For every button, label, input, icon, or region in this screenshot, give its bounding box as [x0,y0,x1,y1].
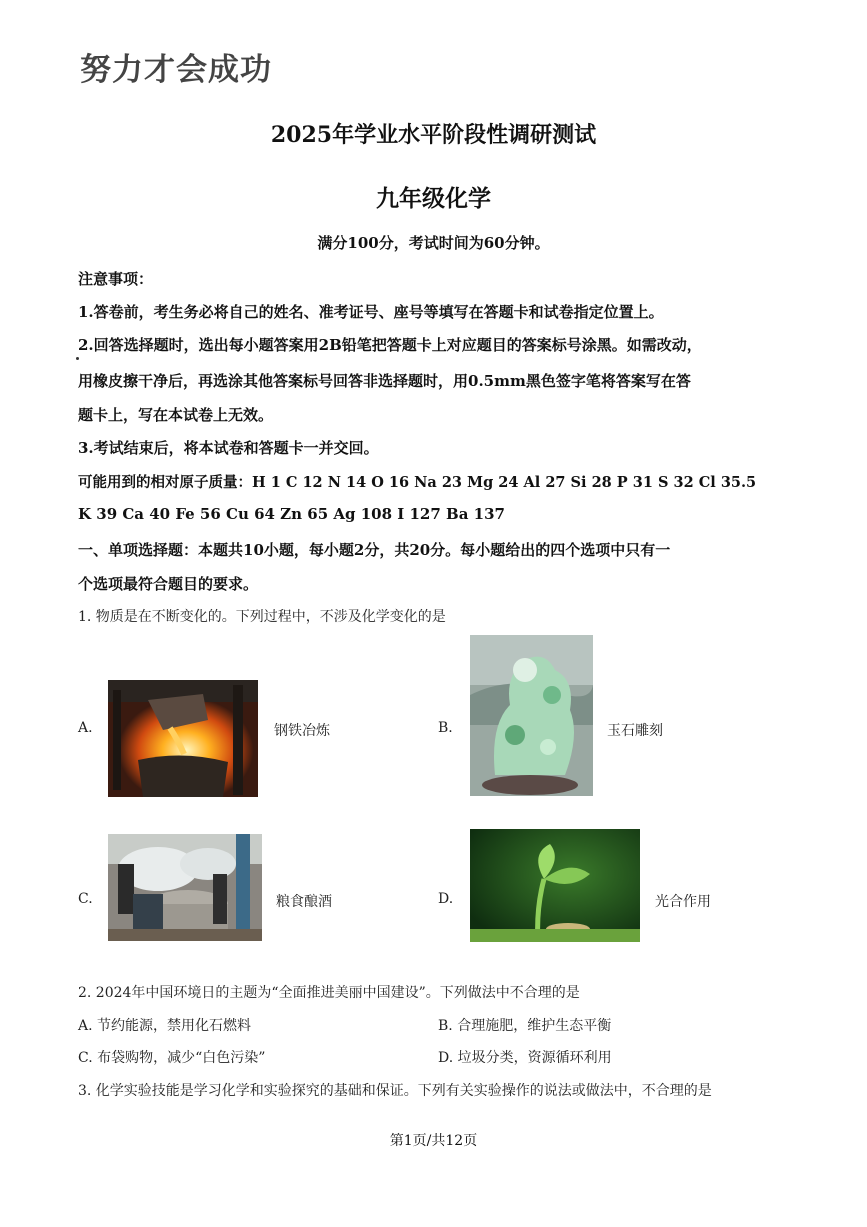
q1-option-c-letter: C. [78,891,93,907]
notice-line-1: 1.答卷前，考生务必将自己的姓名、准考证号、座号等填写在答题卡和试卷指定位置上。 [78,303,664,321]
q2-option-c: C. 布袋购物，减少“白色污染” [78,1050,266,1066]
watermark-logo: 努力才会成功 [80,52,272,88]
notice-line-4: 题卡上，写在本试卷上无效。 [78,406,274,424]
question-2-stem: 2. 2024年中国环境日的主题为“全面推进美丽中国建设”。下列做法中不合理的是 [78,985,580,1001]
notice-line-3: 用橡皮擦干净后，再选涂其他答案标号回答非选择题时，用0.5mm黑色签字笔将答案写在答 [78,372,691,390]
page-number: 第1页/共12页 [389,1133,478,1149]
q2-option-a: A. 节约能源，禁用化石燃料 [78,1018,252,1034]
q2-option-b: B. 合理施肥，维护生态平衡 [438,1018,612,1034]
q1-option-d-text: 光合作用 [655,894,711,910]
q2-option-d: D. 垃圾分类，资源循环利用 [438,1050,612,1066]
exam-score-time: 满分100分，考试时间为60分钟。 [317,234,550,252]
section-one-line-1: 一、单项选择题：本题共10小题，每小题2分，共20分。每小题给出的四个选项中只有一 [78,541,671,559]
section-one-line-2: 个选项最符合题目的要求。 [78,575,259,593]
q1-option-c-text: 粮食酿酒 [276,894,332,910]
stray-dot [76,357,79,360]
q1-option-b-letter: B. [438,720,453,736]
jade-carving-image [470,635,593,796]
notice-heading: 注意事项： [78,270,154,288]
q1-option-a-letter: A. [78,720,93,736]
question-1-stem: 1. 物质是在不断变化的。下列过程中，不涉及化学变化的是 [78,609,446,625]
photosynthesis-image [470,829,640,942]
q1-option-a-text: 钢铁冶炼 [274,723,330,739]
atomic-mass-line-1: 可能用到的相对原子质量：H 1 C 12 N 14 O 16 Na 23 Mg 24 Al 27 Si 28 P 31 S 32 Cl 35.5 [78,474,757,491]
steel-smelting-image [108,680,258,797]
grain-brewing-image [108,834,262,941]
exam-title: 2025年学业水平阶段性调研测试 [270,122,597,148]
exam-subject: 九年级化学 [376,185,491,212]
question-3-stem: 3. 化学实验技能是学习化学和实验探究的基础和保证。下列有关实验操作的说法或做法中，不合理的是 [78,1083,712,1099]
notice-line-2: 2.回答选择题时，选出每小题答案用2B铅笔把答题卡上对应题目的答案标号涂黑。如需改动， [78,336,702,354]
q1-option-b-text: 玉石雕刻 [607,723,663,739]
atomic-mass-line-2: K 39 Ca 40 Fe 56 Cu 64 Zn 65 Ag 108 I 127 Ba 137 [78,505,505,523]
notice-line-5: 3.考试结束后，将本试卷和答题卡一并交回。 [78,439,379,457]
q1-option-d-letter: D. [438,891,454,907]
